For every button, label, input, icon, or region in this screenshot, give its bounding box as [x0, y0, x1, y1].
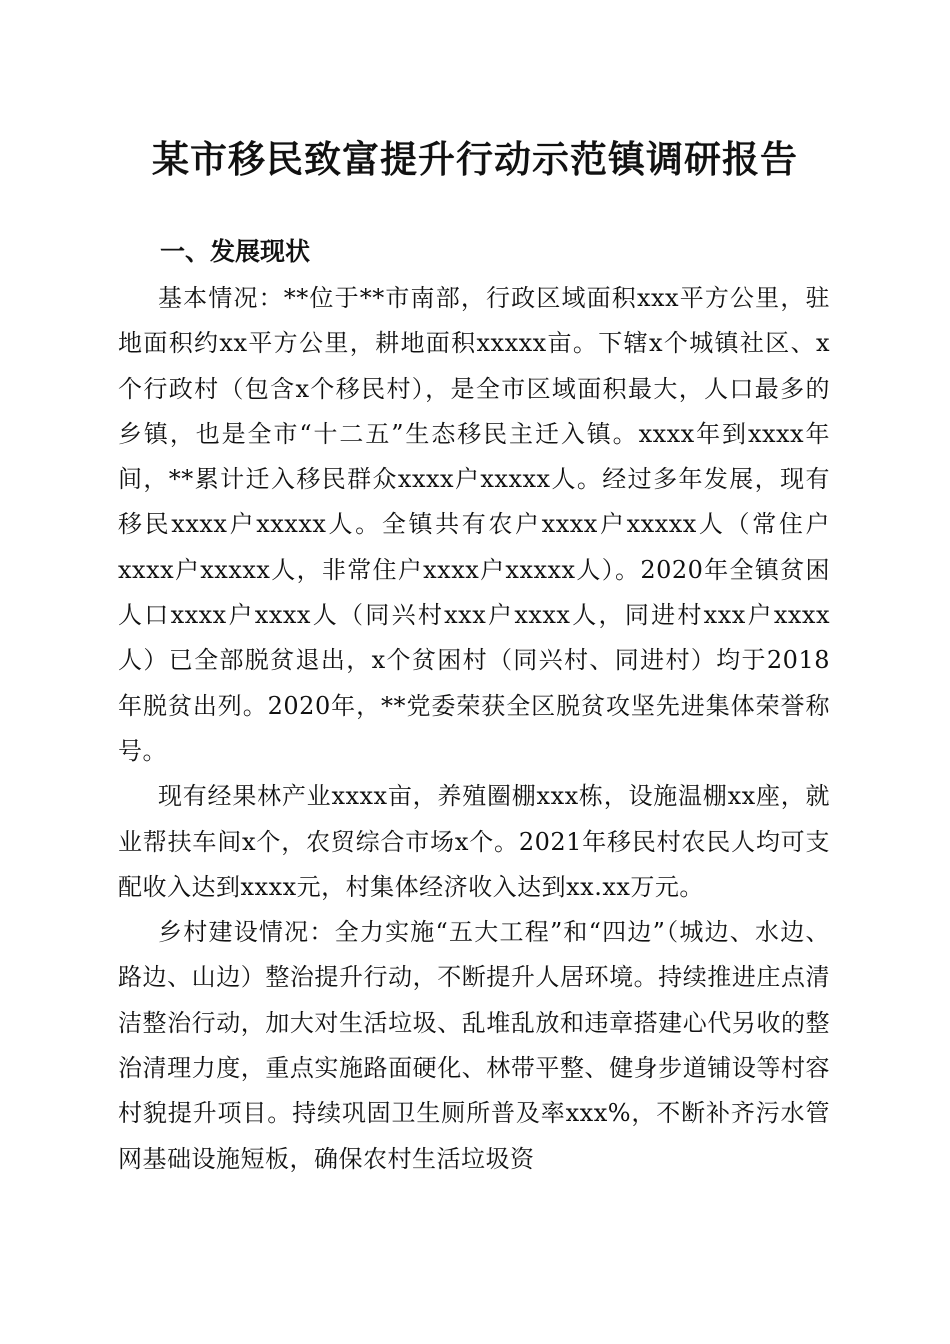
paragraph-rural-construction: 乡村建设情况：全力实施“五大工程”和“四边”（城边、水边、路边、山边）整治提升行动，不断提升人居环境。持续推进庄点清洁整治行动，加大对生活垃圾、乱堆乱放和违章搭建心代另收的整治清理力度，重点实施路面硬化、林带平整、健身步道铺设等村容村貌提升项目。持续巩固卫生厕所普及率xxx%，不断补齐污水管网基础设施短板，确保农村生活垃圾资: [118, 918, 830, 1173]
document-body: [118, 276, 830, 1182]
paragraph-industry: 现有经果林产业xxxx亩，养殖圈棚xxx栋，设施温棚xx座，就业帮扶车间x个，农贸综合市场x个。2021年移民村农民人均可支配收入达到xxxx元，村集体经济收入达到xx.xx万元。: [118, 782, 830, 901]
paragraph-basic-situation: 基本情况：**位于**市南部，行政区域面积xxx平方公里，驻地面积约xx平方公里，耕地面积xxxxx亩。下辖x个城镇社区、x个行政村（包含x个移民村），是全市区域面积最大，人口最多的乡镇，也是全市“十二五”生态移民主迁入镇。xxxx年到xxxx年间，**累计迁入移民群众xxxx户xxxxx人。经过多年发展，现有移民xxxx户xxxxx人。全镇共有农户xxxx户xxxxx人（常住户xxxx户xxxxx人，非常住户xxxx户xxxxx人）。2020年全镇贫困人口xxxx户xxxx人（同兴村xxx户xxxx人，同进村xxx户xxxx人）已全部脱贫退出，x个贫困村（同兴村、同进村）均于2018年脱贫出列。2020年，**党委荣获全区脱贫攻坚先进集体荣誉称号。: [118, 284, 830, 765]
document-title: 某市移民致富提升行动示范镇调研报告: [152, 137, 798, 181]
section-heading: 一、发展现状: [160, 237, 311, 266]
